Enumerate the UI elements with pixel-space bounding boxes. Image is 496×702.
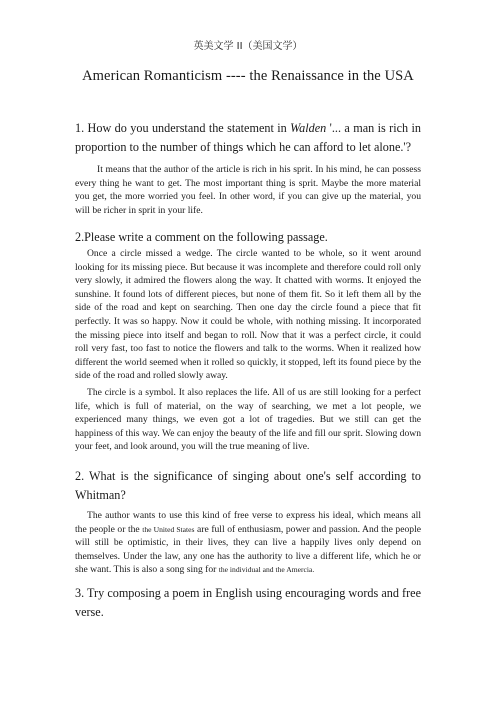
question-1-prompt: 1. How do you understand the statement in Walden '... a man is rich in proportion to the number of things which he can afford to let alone.'? bbox=[75, 121, 421, 154]
passage-text: Once a circle missed a wedge. The circle wanted to be whole, so it went around looking for its missing piece. But because it was incomplete and therefore could roll only very slowly, it admired the flowers along the way. It chatted with worms. It enjoyed the sunshine. It found lots of different pieces, but none of them fit. So it left them all by the side of the road and kept on searching. Then one day the circle found a piece that fit perfectly. It was so happy. Now it could be whole, with nothing missing. It incorporated the missing piece into itself and began to roll. Now that it was a perfect circle, it could roll very fast, too fast to notice the flowers and talk to the worms. When it realized how different the world seemed when it rolled so quickly, it stopped, left its found piece by the side of the road and rolled slowly away. bbox=[75, 248, 421, 382]
answer-1 bbox=[75, 163, 421, 217]
question-3 bbox=[75, 467, 421, 505]
question-2 bbox=[75, 228, 421, 247]
page-title: American Romanticism ---- the Renaissance in the USA bbox=[82, 68, 414, 84]
question-1 bbox=[75, 119, 421, 157]
page-header: 英美文学 II（美国文学） bbox=[193, 41, 303, 52]
question-2-prompt: 2.Please write a comment on the following passage. bbox=[75, 230, 328, 244]
question-4 bbox=[75, 584, 421, 622]
answer-3 bbox=[75, 509, 421, 577]
question-4-prompt: 3. Try composing a poem in English using encouraging words and free verse. bbox=[75, 586, 421, 619]
walden-title: Walden bbox=[290, 121, 327, 135]
comment bbox=[75, 386, 421, 454]
answer-3-text: The author wants to use this kind of free verse to express his ideal, which means all the people or the the United States are full of enthusiasm, power and passion. And the people will still be optimistic, in their lives, they can live a happily lives only depend on themselves. Under the law, any one has the authority to live a different life, which he or she want. This is also a song sing for the individual and the Amercia. bbox=[75, 510, 421, 576]
comment-text: The circle is a symbol. It also replaces the life. All of us are still looking for a perfect life, which is full of material, on the way of searching, we met a lot people, we experienced many things, we even got a lot of tragedies. But we still can get the happiness of this way. We can enjoy the beauty of the life and fill our sprit. Slowing down your feet, and look around, you will the true meaning of live. bbox=[75, 387, 421, 453]
question-3-prompt: 2. What is the significance of singing about one's self according to Whitman? bbox=[75, 469, 421, 502]
passage bbox=[75, 247, 421, 383]
answer-1-text: It means that the author of the article is rich in his sprit. In his mind, he can possess every thing he want to get. The most important thing is sprit. Maybe the more material you get, the more worried you feel. In other word, if you can give up the material, you will be richer in sprit in your life. bbox=[75, 164, 421, 216]
